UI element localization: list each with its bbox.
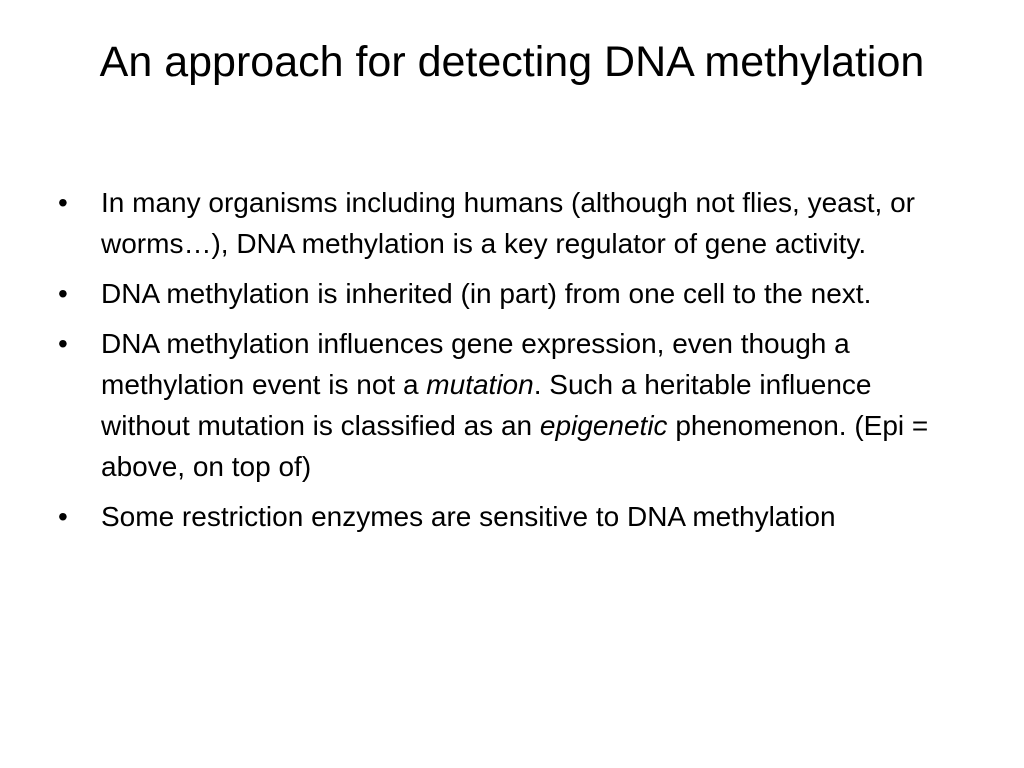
bullet-dot-icon: • (58, 278, 68, 309)
bullet-item-4 (58, 496, 958, 537)
italic-term-epigenetic: epigenetic (539, 410, 668, 441)
bullet-text: DNA methylation is inherited (in part) from one cell to the next. (101, 278, 872, 309)
bullet-item-3 (58, 323, 958, 487)
bullet-text: Some restriction enzymes are sensitive to DNA methylation (101, 501, 836, 532)
bullet-dot-icon: • (58, 328, 68, 359)
bullet-text-part: . Such a heritable influence without mutation is classified as an (101, 369, 872, 441)
italic-term-mutation: mutation (426, 369, 534, 400)
bullet-list (58, 182, 958, 546)
bullet-dot-icon: • (58, 501, 68, 532)
bullet-dot-icon: • (58, 187, 68, 218)
bullet-item-2 (58, 273, 958, 314)
bullet-text-part: phenomenon. (Epi = above, on top of) (101, 410, 929, 482)
slide-title: An approach for detecting DNA methylation (99, 38, 925, 86)
bullet-text-part: DNA methylation influences gene expression, even though a methylation event is not a (101, 328, 850, 400)
bullet-text (101, 328, 928, 482)
bullet-text: In many organisms including humans (although not flies, yeast, or worms…), DNA methylation is a key regulator of gene activity. (101, 187, 915, 259)
bullet-item-1 (58, 182, 958, 264)
